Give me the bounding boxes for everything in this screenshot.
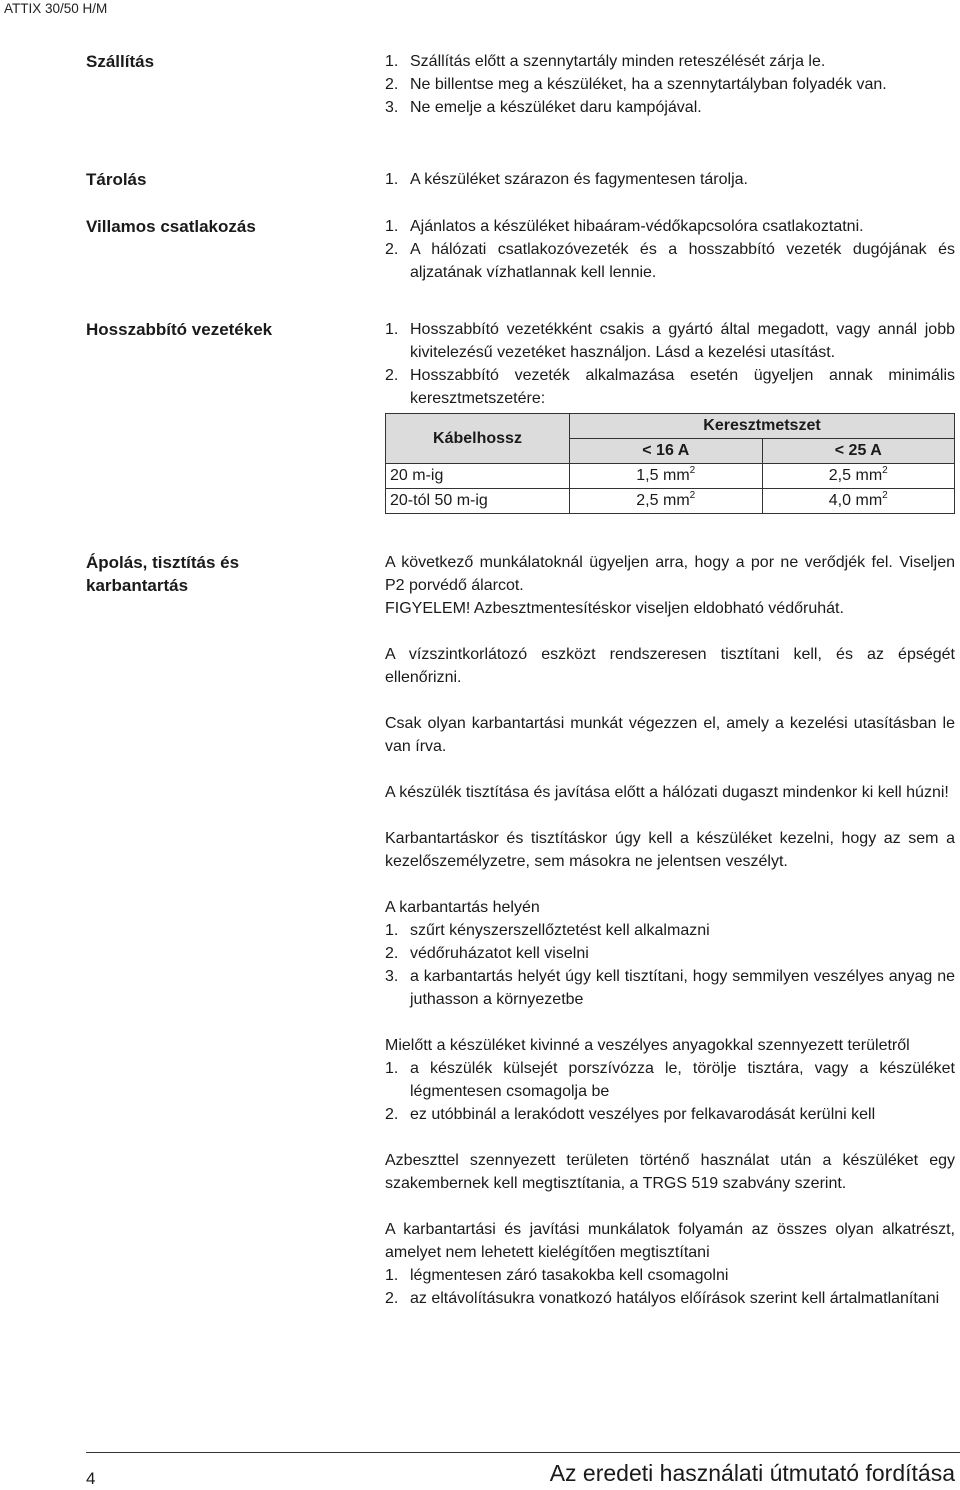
page-number: 4 [86, 1469, 96, 1488]
list-item [385, 215, 955, 238]
list-item [385, 965, 955, 1011]
table-cell-25a: 4,0 $mm^2$ [762, 489, 955, 514]
section-content [385, 215, 955, 284]
section-label: Villamos csatlakozás [86, 217, 256, 236]
table-row [386, 464, 955, 489]
list-text: légmentesen záró tasakokba kell csomagolni [410, 1267, 729, 1284]
section-content [385, 50, 955, 119]
section-content [385, 168, 955, 191]
list-item [385, 73, 955, 96]
list-item [385, 1103, 955, 1126]
footer-title: Az eredeti használati útmutató fordítása [549, 1460, 955, 1486]
list-item [385, 50, 955, 73]
list-text: az eltávolításukra vonatkozó hatályos előírások szerint kell ártalmatlanítani [410, 1290, 940, 1307]
list-text: védőruházatot kell viselni [410, 945, 589, 962]
list-text: szűrt kényszerszellőztetést kell alkalmazni [410, 922, 710, 939]
column-header-cross-section: Keresztmetszet [570, 414, 955, 439]
list-number: 1. [385, 218, 399, 235]
list-text: A hálózati csatlakozóvezeték és a hosszabbító vezeték dugójának és aljzatának vízhatlannak kell lennie. [410, 241, 955, 281]
list-text: Hosszabbító vezeték alkalmazása esetén ügyeljen annak minimális keresztmetszetére: [410, 367, 955, 407]
list-item [385, 168, 955, 191]
paragraph: A karbantartási és javítási munkálatok folyamán az összes olyan alkatrészt, amelyet nem lehetett kielégítően megtisztítani [385, 1221, 955, 1261]
footer-divider [86, 1452, 960, 1453]
section-label [86, 551, 356, 597]
paragraph: A következő munkálatoknál ügyeljen arra, hogy a por ne verődjék fel. Viseljen P2 porvédő álarcot. [385, 554, 955, 594]
list-text: a karbantartás helyét úgy kell tisztítani, hogy semmilyen veszélyes anyag ne juthasson a környezetbe [410, 968, 955, 1008]
section-content [385, 551, 955, 1310]
list-item [385, 942, 955, 965]
list-number: 3. [385, 968, 399, 985]
section-label: Tárolás [86, 170, 147, 189]
section-label-line: karbantartás [86, 576, 189, 595]
table-cell-length: 20-tól 50 m-ig [386, 489, 570, 514]
table-cell-length: 20 m-ig [386, 464, 570, 489]
list-number: 1. [385, 171, 399, 188]
list-text: a készülék külsejét porszívózza le, törölje tisztára, vagy a készüléket légmentesen csomagolja be [410, 1060, 955, 1100]
list-text: Hosszabbító vezetékként csakis a gyártó által megadott, vagy annál jobb kivitelezésű vezetéket használjon. Lásd a kezelési utasítást. [410, 321, 955, 361]
list-number: 1. [385, 53, 399, 70]
list-number: 2. [385, 945, 399, 962]
section-label: Hosszabbító vezetékek [86, 320, 273, 339]
paragraph: Karbantartáskor és tisztításkor úgy kell a készüléket kezelni, hogy az sem a kezelőszemélyzetre, sem másokra ne jelentsen veszélyt. [385, 830, 955, 870]
section-label-line: Ápolás, tisztítás és [86, 553, 240, 572]
section-content [385, 318, 955, 514]
list-text: Szállítás előtt a szennytartály minden reteszélését zárja le. [410, 53, 826, 70]
list-number: 1. [385, 1267, 399, 1284]
section-label: Szállítás [86, 52, 155, 71]
list-number: 2. [385, 76, 399, 93]
list-text: ez utóbbinál a lerakódott veszélyes por felkavarodását kerülni kell [410, 1106, 876, 1123]
list-item [385, 364, 955, 410]
list-text: Ne billentse meg a készüléket, ha a szennytartályban folyadék van. [410, 76, 887, 93]
list-item [385, 238, 955, 284]
column-header-16a: < 16 A [570, 439, 763, 464]
cable-cross-section-table [385, 413, 955, 514]
list-number: 1. [385, 1060, 399, 1077]
table-cell-25a: 2,5 $mm^2$ [762, 464, 955, 489]
column-header-cable-length: Kábelhossz [386, 414, 570, 464]
list-item [385, 1264, 955, 1287]
list-item [385, 919, 955, 942]
paragraph: A karbantartás helyén [385, 899, 540, 916]
list-text: Ajánlatos a készüléket hibaáram-védőkapcsolóra csatlakoztatni. [410, 218, 864, 235]
list-item [385, 1057, 955, 1103]
list-text: Ne emelje a készüléket daru kampójával. [410, 99, 702, 116]
list-number: 1. [385, 922, 399, 939]
list-number: 2. [385, 1290, 399, 1307]
paragraph: Csak olyan karbantartási munkát végezzen el, amely a kezelési utasításban le van írva. [385, 715, 955, 755]
list-number: 2. [385, 367, 399, 384]
list-number: 1. [385, 321, 399, 338]
list-item [385, 96, 955, 119]
list-number: 3. [385, 99, 399, 116]
paragraph: Azbeszttel szennyezett területen történő használat után a készüléket egy szakembernek kell megtisztítania, a TRGS 519 szabvány szerint. [385, 1152, 955, 1192]
list-item [385, 318, 955, 364]
paragraph: A készülék tisztítása és javítása előtt a hálózati dugaszt mindenkor ki kell húzni! [385, 784, 949, 801]
warning-paragraph: FIGYELEM! Azbesztmentesítéskor viseljen eldobható védőruhát. [385, 600, 844, 617]
table-cell-16a: 2,5 $mm^2$ [570, 489, 763, 514]
paragraph: Mielőtt a készüléket kivinné a veszélyes anyagokkal szennyezett területről [385, 1037, 910, 1054]
list-text: A készüléket szárazon és fagymentesen tárolja. [410, 171, 748, 188]
document-header: ATTIX 30/50 H/M [4, 1, 108, 16]
paragraph: A vízszintkorlátozó eszközt rendszeresen tisztítani kell, és az épségét ellenőrizni. [385, 646, 955, 686]
list-number: 2. [385, 241, 399, 258]
table-row [386, 489, 955, 514]
list-item [385, 1287, 955, 1310]
table-cell-16a: 1,5 $mm^2$ [570, 464, 763, 489]
column-header-25a: < 25 A [762, 439, 955, 464]
list-number: 2. [385, 1106, 399, 1123]
